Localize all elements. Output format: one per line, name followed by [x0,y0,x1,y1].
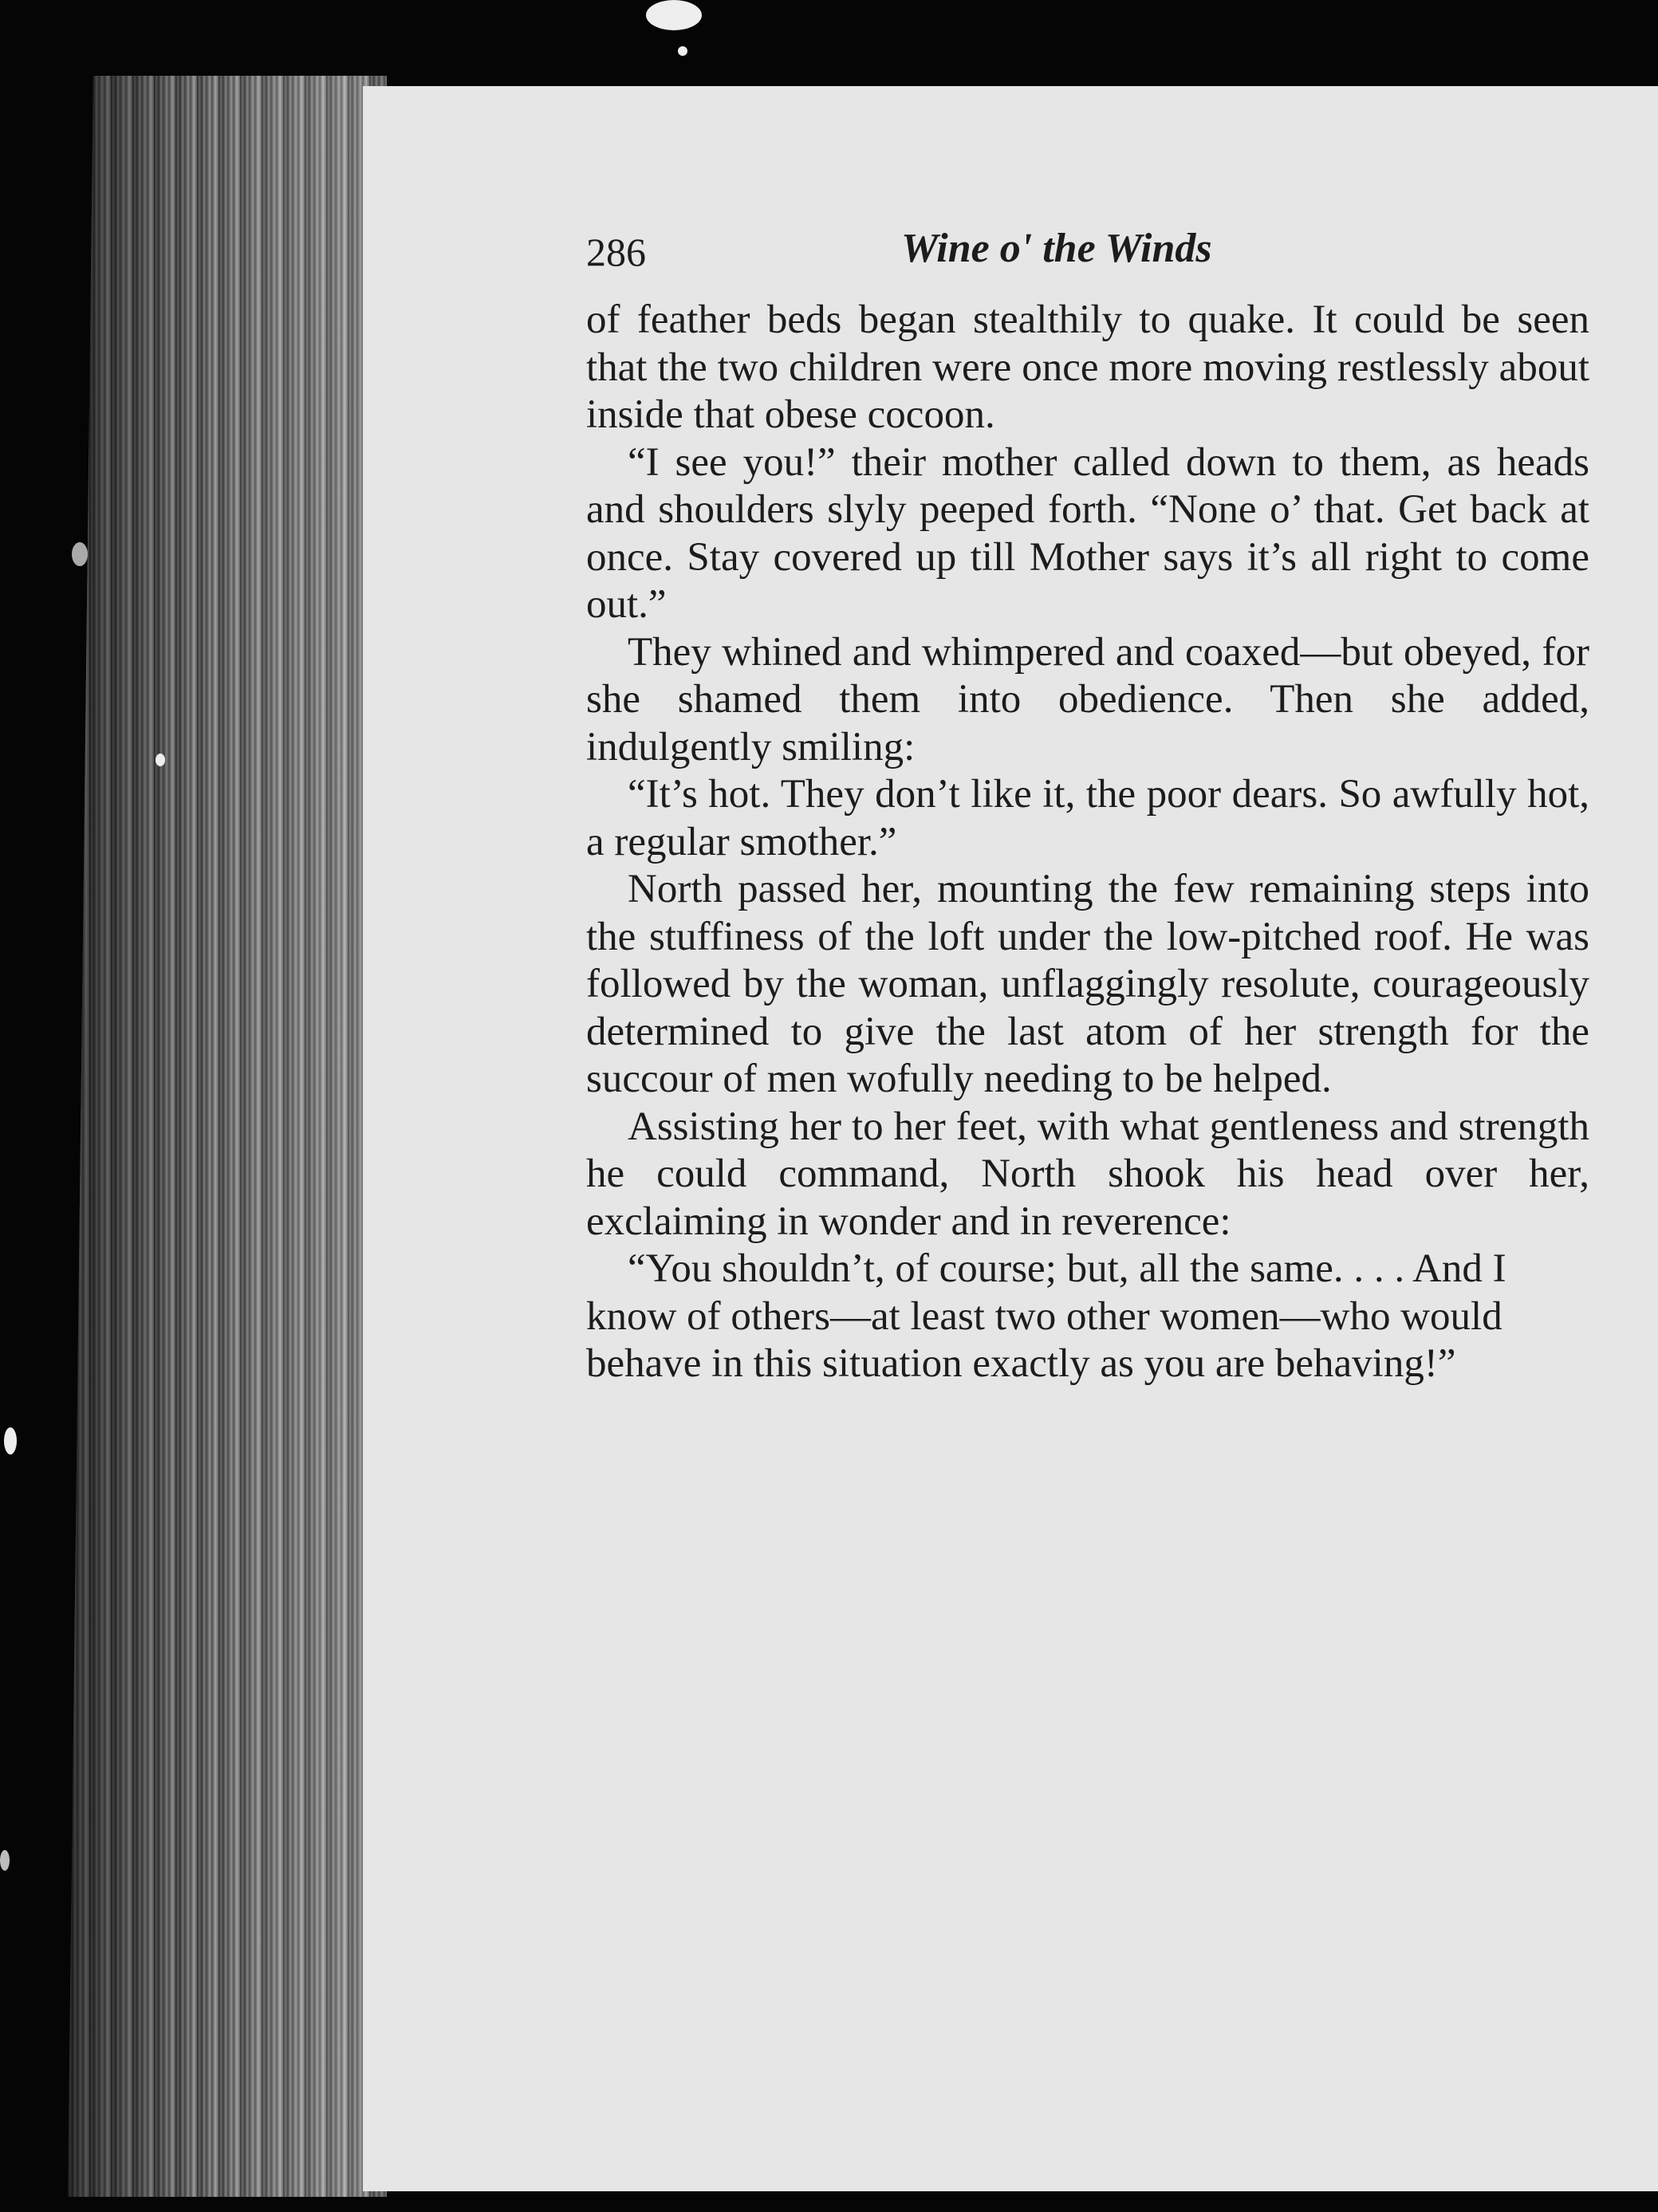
paragraph: Assisting her to her feet, with what gentleness and strength he could command, North shook his head over her, exclaiming in wonder and in reverence: [586,1104,1589,1244]
paragraph: “I see you!” their mother called down to them, as heads and shoulders slyly peeped forth. “None o’ that. Get back at once. Stay covered up till Mother says it’s all right to come out.” [586,439,1589,627]
paragraph: “It’s hot. They don’t like it, the poor dears. So awfully hot, a regular smother.” [586,772,1589,864]
paragraph: of feather beds began stealthily to quake. It could be seen that the two children were once more moving restlessly about inside that obese cocoon. [586,297,1589,437]
running-title: Wine o' the Winds [901,226,1212,271]
body-text [586,297,1589,1388]
book-page-edges [68,76,387,2197]
page-header [586,228,1575,284]
paragraph: “You shouldn’t, of course; but, all the same. . . . And I know of others—at least two other women—who would behave in this situation exactly as you are behaving!” [586,1246,1506,1386]
paragraph: North passed her, mounting the few remaining steps into the stuffiness of the loft under the low-pitched roof. He was followed by the woman, unflaggingly resolute, courageously determined to give the last atom of her strength for the succour of men wofully needing to be helped. [586,867,1589,1101]
page-number: 286 [586,230,646,274]
paragraph: They whined and whimpered and coaxed—but obeyed, for she shamed them into obedience. Then she added, indulgently smiling: [586,629,1589,769]
